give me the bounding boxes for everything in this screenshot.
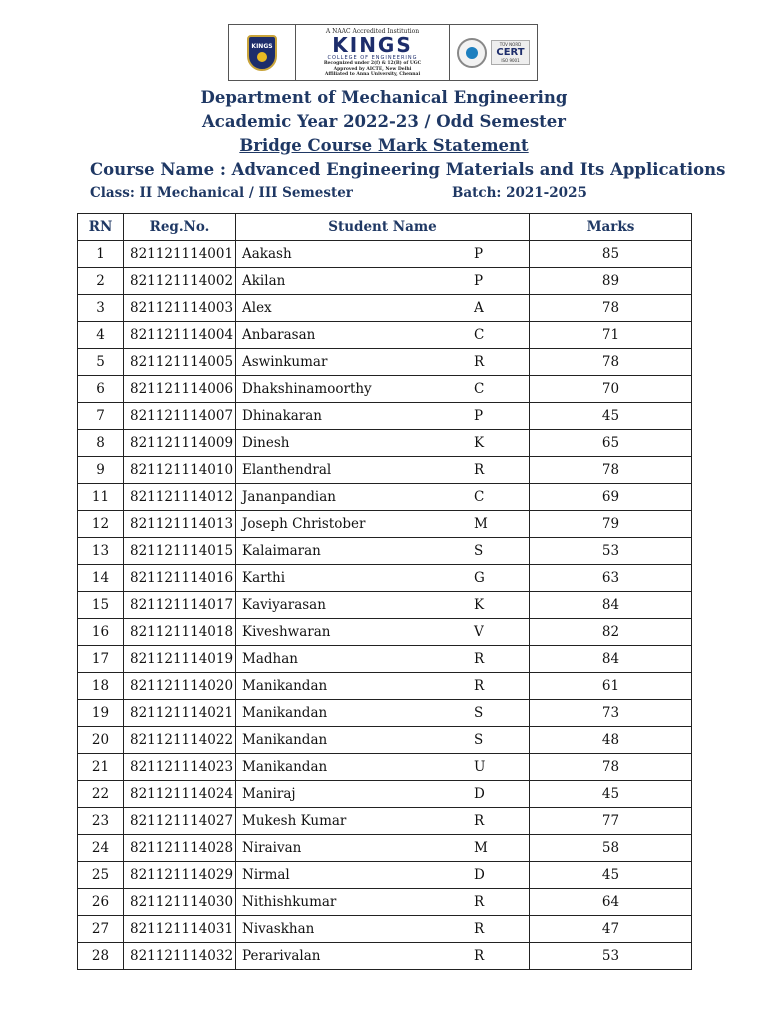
cell-reg-no: 821121114022 <box>124 727 236 754</box>
cell-marks: 65 <box>530 430 692 457</box>
table-row <box>78 889 692 916</box>
cell-reg-no: 821121114032 <box>124 943 236 970</box>
table-row <box>78 538 692 565</box>
student-initial: U <box>474 759 486 775</box>
cell-reg-no: 821121114007 <box>124 403 236 430</box>
cell-rn: 7 <box>78 403 124 430</box>
student-name: Nivaskhan <box>242 921 315 937</box>
cell-rn: 3 <box>78 295 124 322</box>
header-rn: RN <box>78 214 124 241</box>
table-row <box>78 673 692 700</box>
student-initial: A <box>474 300 484 316</box>
college-subtitle: COLLEGE OF ENGINEERING <box>327 55 418 62</box>
college-shield-icon <box>247 35 277 71</box>
cell-student-name <box>236 700 530 727</box>
cell-student-name <box>236 727 530 754</box>
cell-reg-no: 821121114020 <box>124 673 236 700</box>
cell-student-name <box>236 781 530 808</box>
cell-marks: 73 <box>530 700 692 727</box>
cell-student-name <box>236 565 530 592</box>
cell-marks: 82 <box>530 619 692 646</box>
student-initial: R <box>474 462 485 478</box>
table-row <box>78 592 692 619</box>
cell-marks: 63 <box>530 565 692 592</box>
cell-rn: 2 <box>78 268 124 295</box>
cell-reg-no: 821121114004 <box>124 322 236 349</box>
student-initial: D <box>474 867 485 883</box>
student-initial: K <box>474 435 485 451</box>
cell-marks: 85 <box>530 241 692 268</box>
table-row <box>78 943 692 970</box>
department-title: Department of Mechanical Engineering <box>200 88 568 107</box>
cell-reg-no: 821121114024 <box>124 781 236 808</box>
student-name: Aakash <box>242 246 292 262</box>
cert-iso-text: ISO 9001 <box>501 58 520 63</box>
cell-student-name <box>236 430 530 457</box>
table-row <box>78 700 692 727</box>
cell-rn: 15 <box>78 592 124 619</box>
recognition-line-3: Affiliated to Anna University, Chennai <box>324 72 421 78</box>
student-initial: R <box>474 813 485 829</box>
student-name: Aswinkumar <box>242 354 328 370</box>
student-initial: P <box>474 246 484 262</box>
student-name: Dinesh <box>242 435 290 451</box>
cell-marks: 47 <box>530 916 692 943</box>
student-name: Maniraj <box>242 786 296 802</box>
header-reg-no: Reg.No. <box>124 214 236 241</box>
cell-rn: 6 <box>78 376 124 403</box>
student-name: Manikandan <box>242 705 328 721</box>
cell-student-name <box>236 241 530 268</box>
student-initial: C <box>474 381 485 397</box>
cell-rn: 20 <box>78 727 124 754</box>
table-row <box>78 781 692 808</box>
cell-rn: 9 <box>78 457 124 484</box>
college-logo-banner <box>228 24 538 81</box>
cell-rn: 14 <box>78 565 124 592</box>
student-name: Anbarasan <box>242 327 316 343</box>
cell-marks: 69 <box>530 484 692 511</box>
student-initial: M <box>474 840 488 856</box>
cell-student-name <box>236 538 530 565</box>
cert-block <box>491 40 529 65</box>
cell-rn: 5 <box>78 349 124 376</box>
logo-middle-cell <box>296 25 450 80</box>
cell-rn: 13 <box>78 538 124 565</box>
table-row <box>78 403 692 430</box>
cell-reg-no: 821121114029 <box>124 862 236 889</box>
student-initial: S <box>474 705 484 721</box>
cell-rn: 17 <box>78 646 124 673</box>
cell-rn: 24 <box>78 835 124 862</box>
cell-student-name <box>236 862 530 889</box>
student-name: Joseph Christober <box>242 516 366 532</box>
cell-marks: 58 <box>530 835 692 862</box>
student-name: Nithishkumar <box>242 894 337 910</box>
cell-rn: 22 <box>78 781 124 808</box>
student-initial: R <box>474 921 485 937</box>
cell-reg-no: 821121114009 <box>124 430 236 457</box>
cell-rn: 11 <box>78 484 124 511</box>
cell-marks: 45 <box>530 781 692 808</box>
student-initial: R <box>474 678 485 694</box>
cell-reg-no: 821121114023 <box>124 754 236 781</box>
cell-marks: 53 <box>530 538 692 565</box>
cell-marks: 89 <box>530 268 692 295</box>
cell-student-name <box>236 646 530 673</box>
student-initial: P <box>474 408 484 424</box>
student-name: Manikandan <box>242 678 328 694</box>
cell-marks: 78 <box>530 754 692 781</box>
student-name: Karthi <box>242 570 286 586</box>
student-initial: R <box>474 948 485 964</box>
table-row <box>78 646 692 673</box>
student-initial: D <box>474 786 485 802</box>
statement-title: Bridge Course Mark Statement <box>239 136 529 155</box>
student-name: Madhan <box>242 651 298 667</box>
shield-label: KINGS <box>251 43 273 50</box>
cell-student-name <box>236 808 530 835</box>
cell-rn: 4 <box>78 322 124 349</box>
cell-reg-no: 821121114001 <box>124 241 236 268</box>
student-initial: G <box>474 570 485 586</box>
class-info: Class: II Mechanical / III Semester <box>90 185 353 201</box>
cell-student-name <box>236 619 530 646</box>
cell-reg-no: 821121114017 <box>124 592 236 619</box>
table-header-row <box>78 214 692 241</box>
logo-left-cell <box>229 25 296 80</box>
student-name: Akilan <box>242 273 286 289</box>
student-initial: C <box>474 327 485 343</box>
cell-student-name <box>236 268 530 295</box>
cell-marks: 78 <box>530 349 692 376</box>
cell-marks: 77 <box>530 808 692 835</box>
cell-reg-no: 821121114016 <box>124 565 236 592</box>
cell-marks: 79 <box>530 511 692 538</box>
student-name: Manikandan <box>242 759 328 775</box>
cell-rn: 19 <box>78 700 124 727</box>
cell-reg-no: 821121114003 <box>124 295 236 322</box>
student-name: Nirmal <box>242 867 290 883</box>
cell-rn: 28 <box>78 943 124 970</box>
student-name: Perarivalan <box>242 948 321 964</box>
table-row <box>78 349 692 376</box>
logo-right-cell <box>450 25 537 80</box>
recognition-line-2: Approved by AICTE, New Delhi <box>333 66 412 72</box>
cell-marks: 84 <box>530 646 692 673</box>
table-row <box>78 430 692 457</box>
cell-reg-no: 821121114019 <box>124 646 236 673</box>
cell-student-name <box>236 511 530 538</box>
table-row <box>78 457 692 484</box>
header-marks: Marks <box>530 214 692 241</box>
student-name: Elanthendral <box>242 462 332 478</box>
student-initial: K <box>474 597 485 613</box>
cell-marks: 45 <box>530 862 692 889</box>
cell-student-name <box>236 295 530 322</box>
cell-marks: 78 <box>530 295 692 322</box>
table-row <box>78 916 692 943</box>
table-row <box>78 511 692 538</box>
table-body <box>78 241 692 970</box>
cell-rn: 18 <box>78 673 124 700</box>
table-row <box>78 727 692 754</box>
cell-student-name <box>236 484 530 511</box>
cell-reg-no: 821121114005 <box>124 349 236 376</box>
shield-emblem-icon <box>257 52 267 62</box>
student-name: Alex <box>242 300 272 316</box>
cell-student-name <box>236 835 530 862</box>
cell-rn: 25 <box>78 862 124 889</box>
table-row <box>78 808 692 835</box>
table-row <box>78 754 692 781</box>
cell-rn: 27 <box>78 916 124 943</box>
table-row <box>78 322 692 349</box>
cell-student-name <box>236 376 530 403</box>
cell-reg-no: 821121114031 <box>124 916 236 943</box>
student-name: Kalaimaran <box>242 543 321 559</box>
cell-reg-no: 821121114002 <box>124 268 236 295</box>
student-name: Dhakshinamoorthy <box>242 381 372 397</box>
table-row <box>78 862 692 889</box>
student-name: Dhinakaran <box>242 408 323 424</box>
cell-student-name <box>236 322 530 349</box>
cell-rn: 23 <box>78 808 124 835</box>
student-initial: V <box>474 624 484 640</box>
cell-marks: 64 <box>530 889 692 916</box>
student-initial: C <box>474 489 485 505</box>
cert-word: CERT <box>496 47 525 58</box>
cell-marks: 48 <box>530 727 692 754</box>
cell-student-name <box>236 592 530 619</box>
cell-student-name <box>236 403 530 430</box>
table-row <box>78 619 692 646</box>
table-row <box>78 268 692 295</box>
student-initial: R <box>474 651 485 667</box>
cell-rn: 12 <box>78 511 124 538</box>
cell-reg-no: 821121114018 <box>124 619 236 646</box>
cell-marks: 45 <box>530 403 692 430</box>
cell-student-name <box>236 754 530 781</box>
cell-marks: 71 <box>530 322 692 349</box>
cell-reg-no: 821121114015 <box>124 538 236 565</box>
table-row <box>78 241 692 268</box>
academic-year-title: Academic Year 2022-23 / Odd Semester <box>202 112 566 131</box>
student-name: Kiveshwaran <box>242 624 331 640</box>
table-row <box>78 484 692 511</box>
table-row <box>78 835 692 862</box>
cell-rn: 16 <box>78 619 124 646</box>
batch-info: Batch: 2021-2025 <box>452 185 587 201</box>
cell-student-name <box>236 916 530 943</box>
college-wordmark: KINGS <box>332 33 413 58</box>
cell-rn: 8 <box>78 430 124 457</box>
cell-reg-no: 821121114006 <box>124 376 236 403</box>
student-name: Kaviyarasan <box>242 597 326 613</box>
student-initial: R <box>474 354 485 370</box>
table-row <box>78 565 692 592</box>
cell-reg-no: 821121114012 <box>124 484 236 511</box>
cell-student-name <box>236 673 530 700</box>
cell-student-name <box>236 943 530 970</box>
cell-reg-no: 821121114027 <box>124 808 236 835</box>
table-row <box>78 295 692 322</box>
student-initial: S <box>474 732 484 748</box>
cell-reg-no: 821121114013 <box>124 511 236 538</box>
cell-reg-no: 821121114010 <box>124 457 236 484</box>
cert-seal-icon <box>457 38 487 68</box>
cell-marks: 84 <box>530 592 692 619</box>
header-student-name: Student Name <box>236 214 530 241</box>
cell-marks: 78 <box>530 457 692 484</box>
student-initial: M <box>474 516 488 532</box>
iso-cert-badge <box>457 38 529 68</box>
cell-reg-no: 821121114028 <box>124 835 236 862</box>
cell-student-name <box>236 349 530 376</box>
student-name: Niraivan <box>242 840 302 856</box>
cell-rn: 26 <box>78 889 124 916</box>
cell-marks: 53 <box>530 943 692 970</box>
student-initial: S <box>474 543 484 559</box>
cell-reg-no: 821121114030 <box>124 889 236 916</box>
table-row <box>78 376 692 403</box>
cell-rn: 1 <box>78 241 124 268</box>
course-name: Course Name : Advanced Engineering Materials and Its Applications <box>90 160 726 179</box>
recognition-line-1: Recognized under 2(f) & 12(B) of UGC <box>323 61 422 67</box>
cell-marks: 70 <box>530 376 692 403</box>
student-name: Mukesh Kumar <box>242 813 347 829</box>
student-initial: P <box>474 273 484 289</box>
cell-student-name <box>236 457 530 484</box>
student-name: Manikandan <box>242 732 328 748</box>
cell-reg-no: 821121114021 <box>124 700 236 727</box>
cert-top-text: TÜV NORD <box>499 42 522 47</box>
cell-student-name <box>236 889 530 916</box>
cell-marks: 61 <box>530 673 692 700</box>
marks-table <box>77 213 692 970</box>
student-initial: R <box>474 894 485 910</box>
cell-rn: 21 <box>78 754 124 781</box>
accreditation-text: A NAAC Accredited Institution <box>325 28 420 36</box>
student-name: Jananpandian <box>242 489 336 505</box>
